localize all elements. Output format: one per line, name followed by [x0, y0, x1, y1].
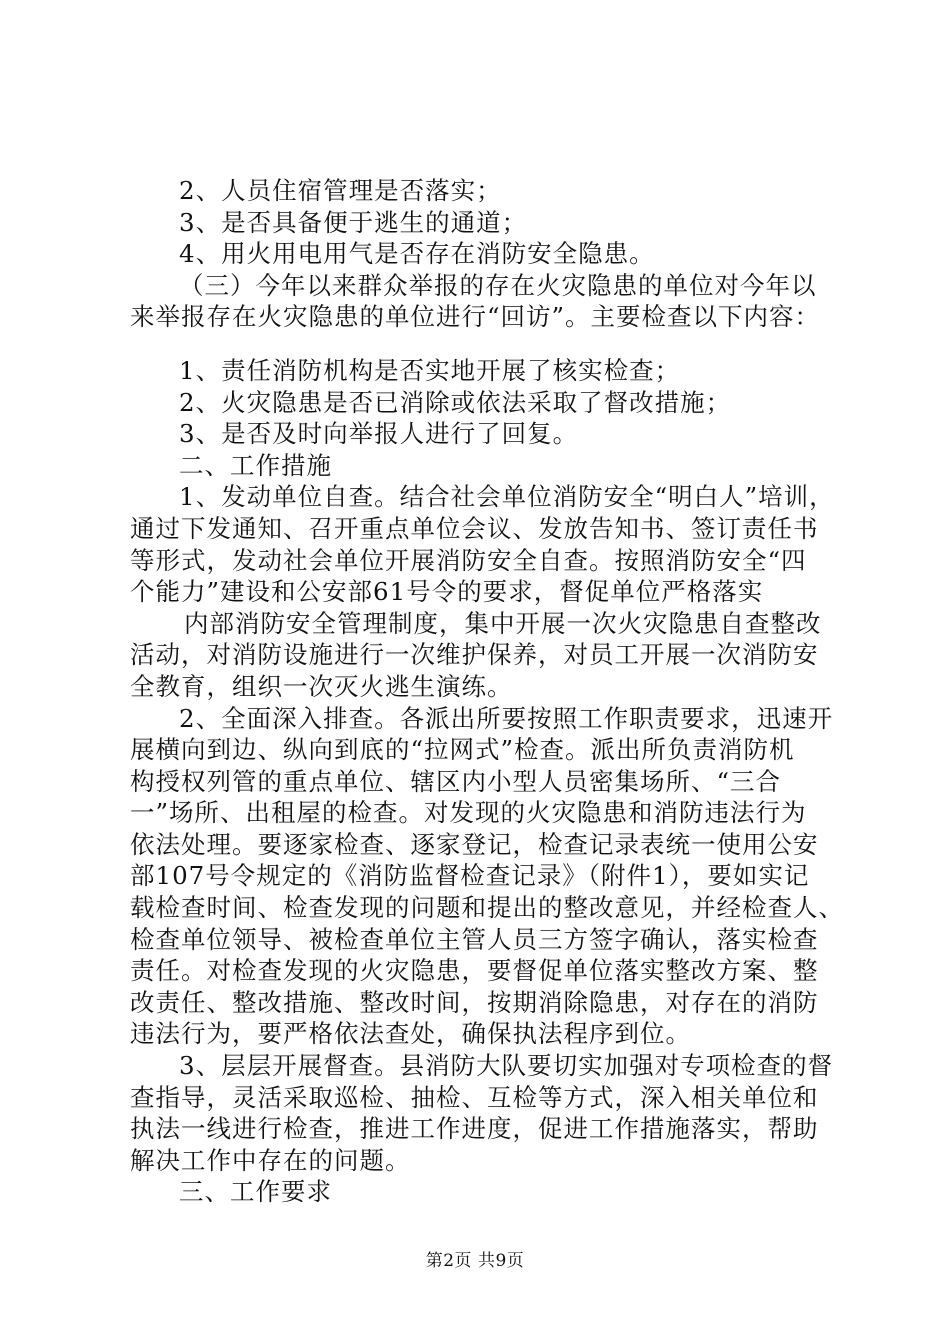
list-item-verification: 1、责任消防机构是否实地开展了核实检查； [179, 355, 681, 385]
paragraph-line: 查指导，灵活采取巡检、抽检、互检等方式，深入相关单位和 [130, 1082, 819, 1112]
paragraph-line: 依法处理。要逐家检查、逐家登记，检查记录表统一使用公安 [130, 829, 819, 859]
list-item-reply-reporter: 3、是否及时向举报人进行了回复。 [179, 419, 579, 449]
paragraph-line: 2、全面深入排查。各派出所要按照工作职责要求，迅速开 [179, 703, 834, 733]
document-body [130, 175, 844, 1208]
paragraph-line: 执法一线进行检查，推进工作进度，促进工作措施落实，帮助 [130, 1114, 819, 1144]
paragraph-line: 内部消防安全管理制度，集中开展一次火灾隐患自查整改 [184, 608, 822, 638]
section-three-heading-line2: 来举报存在火灾隐患的单位进行“回访”。主要检查以下内容： [130, 302, 821, 332]
section-heading-work-measures: 二、工作措施 [179, 450, 332, 480]
paragraph-line: 个能力”建设和公安部61号令的要求，督促单位严格落实 [130, 577, 764, 607]
paragraph-line: 违法行为，要严格依法查处，确保执法程序到位。 [130, 1019, 691, 1049]
paragraph-line: 一”场所、出租屋的检查。对发现的火灾隐患和消防违法行为 [130, 798, 807, 828]
paragraph-line: 等形式，发动社会单位开展消防安全自查。按照消防安全“四 [130, 545, 807, 575]
page-footer: 第2页 共9页 [425, 1251, 525, 1271]
list-item-residence-management: 2、人员住宿管理是否落实； [179, 176, 502, 205]
paragraph-line: 3、层层开展督查。县消防大队要切实加强对专项检查的督 [179, 1051, 834, 1081]
paragraph-gap [130, 333, 830, 355]
list-item-fire-hazard: 4、用火用电用气是否存在消防安全隐患。 [179, 239, 655, 269]
paragraph-line: 载检查时间、检查发现的问题和提出的整改意见，并经检查人、 [130, 893, 844, 923]
paragraph-line: 1、发动单位自查。结合社会单位消防安全“明白人”培训， [179, 482, 835, 512]
paragraph-line: 责任。对检查发现的火灾隐患，要督促单位落实整改方案、整 [130, 956, 819, 986]
list-item-escape-route: 3、是否具备便于逃生的通道； [179, 207, 528, 237]
list-item-hazard-eliminated: 2、火灾隐患是否已消除或依法采取了督改措施； [179, 387, 732, 417]
paragraph-line: 改责任、整改措施、整改时间，按期消除隐患，对存在的消防 [130, 987, 819, 1017]
paragraph-line: 解决工作中存在的问题。 [130, 1145, 411, 1175]
paragraph-line: 构授权列管的重点单位、辖区内小型人员密集场所、“三合 [130, 766, 782, 796]
paragraph-line: 检查单位领导、被检查单位主管人员三方签字确认，落实检查 [130, 924, 819, 954]
paragraph-line: 部107号令规定的《消防监督检查记录》（附件1），要如实记 [130, 861, 810, 891]
paragraph-line: 通过下发通知、召开重点单位会议、发放告知书、签订责任书 [130, 513, 819, 543]
paragraph-line: 活动，对消防设施进行一次维护保养，对员工开展一次消防安 [130, 640, 819, 670]
section-heading-work-requirements: 三、工作要求 [179, 1177, 332, 1207]
section-three-heading-line1: （三）今年以来群众举报的存在火灾隐患的单位对今年以 [179, 270, 817, 300]
paragraph-line: 全教育，组织一次灭火逃生演练。 [130, 671, 513, 701]
paragraph-line: 展横向到边、纵向到底的“拉网式”检查。派出所负责消防机 [130, 735, 795, 765]
